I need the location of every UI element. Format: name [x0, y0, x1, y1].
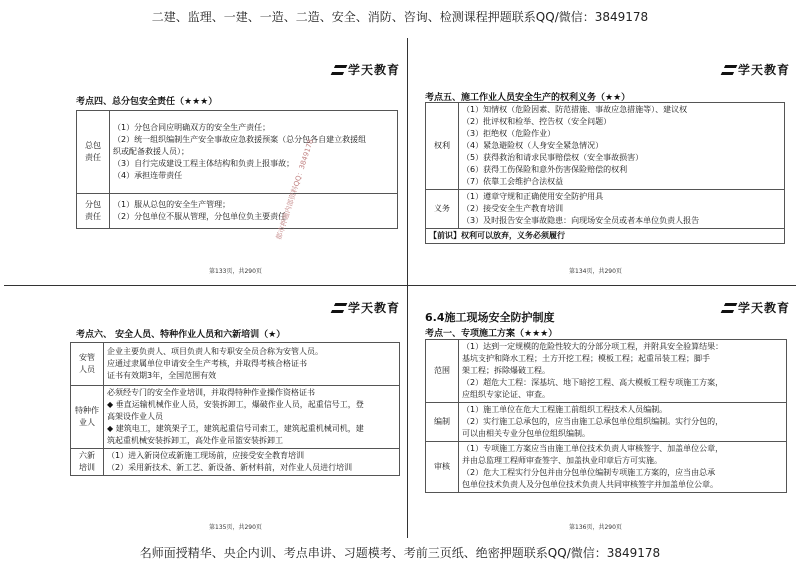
row-content: （1）服从总包的安全生产管理； （2）分包单位不服从管理，分包单位负主要责任: [110, 194, 398, 229]
slide-special-construction-plan: [409, 287, 796, 538]
page-footer: 名师面授精华、央企内训、考点串讲、习题模考、考前三页纸、绝密押题联系QQ/微信：3849178: [139, 546, 661, 560]
vertical-divider: [407, 38, 408, 538]
watermark-stamp: 都市押题内部资料QQ：3849178: [274, 138, 316, 241]
row-label: 总包 责任: [77, 111, 110, 194]
logo-mark-icon: [331, 65, 348, 75]
chapter-heading: 6.4施工现场安全防护制度: [425, 311, 555, 324]
row-content: （1）达到一定规模的危险性较大的分部分项工程，并附具安全验算结果： 基坑支护和降水工程；土方开挖工程；模板工程；起重吊装工程；脚手 架工程；拆除爆破工程。 （2）超危大工程：深基坑、地下暗挖工程、高大模板工程专项施工方案， 应组织专家论证、审查。: [459, 340, 787, 403]
row-content: （1）遵章守规和正确使用安全防护用具 （2）接受安全生产教育培训 （3）及时报告安全事故隐患：向现场安全员或者本单位负责人报告: [459, 190, 785, 229]
row-label: 编制: [426, 403, 459, 442]
section-title: 考点六、 安全人员、特种作业人员和六新培训（★）: [76, 330, 286, 340]
horizontal-divider: [4, 285, 796, 286]
table-row: [71, 343, 400, 386]
section-title: 考点五、施工作业人员安全生产的权利义务（★★）: [425, 93, 631, 103]
note-row: 【前识】权利可以放弃，义务必须履行: [426, 229, 785, 244]
page-number: 第136页，共290页: [569, 524, 622, 531]
slide-sheet: [4, 38, 796, 538]
brand-logo: 学天教育: [723, 299, 790, 316]
construction-plan-table: [425, 339, 787, 493]
row-label: 范围: [426, 340, 459, 403]
section-title: 考点四、总分包安全责任（★★★）: [76, 97, 218, 107]
row-content: 企业主要负责人、项目负责人和专职安全员合称为安管人员。 应通过隶属单位申请安全生产考核，并取得考核合格证书 证书有效期3年，全国范围有效: [104, 343, 400, 386]
row-content: （1）专项施工方案应当由施工单位技术负责人审核签字、加盖单位公章， 并由总监理工程师审查签字、加盖执业印章后方可实施。 （2）危大工程实行分包并由分包单位编制专项施工方案的，应当由总承 包单位技术负责人及分包单位技术负责人共同审核签字并加盖单位公章。: [459, 442, 787, 493]
slide-worker-rights-duties: [409, 38, 796, 284]
table-row: [71, 386, 400, 449]
row-label: 审核: [426, 442, 459, 493]
slide-total-subcontract-responsibility: [4, 38, 406, 284]
row-content: 必须经专门的安全作业培训，并取得特种作业操作资格证书 ◆ 垂直运输机械作业人员，安装拆卸工，爆破作业人员，起重信号工，登 高架设作业人员 ◆ 建筑电工，建筑架子工，建筑起重信号司索工，建筑起重机械司机，建 筑起重机械安装拆卸工，高处作业吊篮安装拆卸工: [104, 386, 400, 449]
table-row: [77, 194, 398, 229]
table-row: [426, 340, 787, 403]
row-label: 义务: [426, 190, 459, 229]
logo-mark-icon: [721, 303, 738, 313]
rights-duties-table: [425, 102, 785, 244]
row-label: 安管 人员: [71, 343, 104, 386]
brand-logo: 学天教育: [333, 61, 400, 78]
page-number: 第135页，共290页: [209, 524, 262, 531]
page-number: 第134页，共290页: [569, 268, 622, 275]
row-content: （1）施工单位在危大工程施工前组织工程技术人员编制。 （2）实行施工总承包的，应当由施工总承包单位组织编制。实行分包的， 可以由相关专业分包单位组织编制。: [459, 403, 787, 442]
slide-safety-personnel-training: [4, 287, 406, 538]
row-content: （1）知情权（危险因素、防范措施、事故应急措施等）、建议权 （2）批评权和检举、控告权（安全问题） （3）拒绝权（危险作业） （4）紧急避险权（人身安全紧急情况） （5）获得救治和请求民事赔偿权（安全事故损害） （6）获得工伤保险和意外伤害保险赔偿的权利 （7）依靠工会维护合法权益: [459, 103, 785, 190]
row-label: 特种作 业人: [71, 386, 104, 449]
row-label: 六新 培训: [71, 449, 104, 476]
brand-logo: 学天教育: [723, 61, 790, 78]
row-label: 分包 责任: [77, 194, 110, 229]
table-row: [426, 190, 785, 229]
table-row: [426, 103, 785, 190]
responsibility-table: [76, 110, 398, 229]
table-row: [426, 403, 787, 442]
brand-logo: 学天教育: [333, 299, 400, 316]
row-label: 权利: [426, 103, 459, 190]
table-row: [77, 111, 398, 194]
row-content: （1）分包合同应明确双方的安全生产责任； （2）统一组织编制生产安全事故应急救援预案（总分包各自建立救援组 织或配备救援人员）； （3）自行完成建设工程主体结构和负责上报事故； （4）承担连带责任: [110, 111, 398, 194]
logo-mark-icon: [721, 65, 738, 75]
section-title: 考点一、专项施工方案（★★★）: [425, 329, 558, 339]
page-number: 第133页，共290页: [209, 268, 262, 275]
row-content: （1）进入新岗位或新施工现场前，应接受安全教育培训 （2）采用新技术、新工艺、新设备、新材料前，对作业人员进行培训: [104, 449, 400, 476]
training-table: [70, 342, 400, 476]
table-row: [426, 442, 787, 493]
table-row: [426, 229, 785, 244]
logo-mark-icon: [331, 303, 348, 313]
table-row: [71, 449, 400, 476]
page-header: 二建、监理、一建、一造、二造、安全、消防、咨询、检测课程押题联系QQ/微信：3849178: [151, 10, 649, 24]
